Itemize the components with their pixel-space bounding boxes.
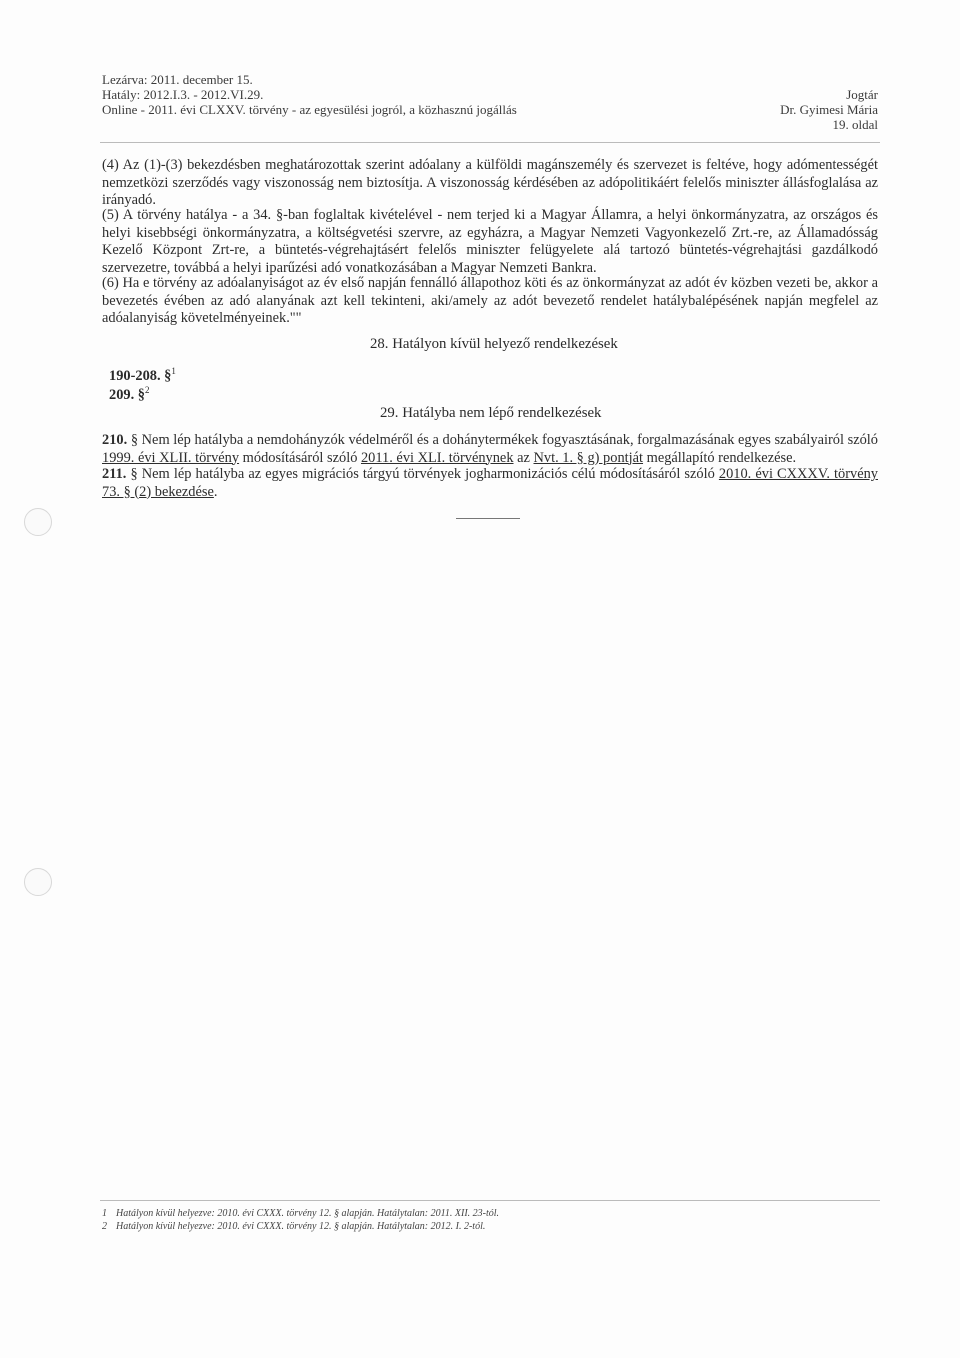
footnote-divider <box>100 1200 880 1201</box>
footnote-2 <box>102 1221 485 1233</box>
chapter-heading-29: 29. Hatályba nem lépő rendelkezések <box>380 405 602 421</box>
footnote-text: Hatályon kívül helyezve: 2010. évi CXXX. törvény 12. § alapján. Hatálytalan: 2012. I. 2-tól. <box>116 1221 486 1232</box>
section-text: módosításáról szóló <box>239 449 361 466</box>
section-label: 209. § <box>109 387 145 403</box>
section-text: . <box>213 483 218 500</box>
section-text: § Nem lép hatályba a nemdohányzók védelméről és a dohánytermékek fogyasztásának, forgalmazásának egyes szabályairól szóló <box>130 432 878 448</box>
header-user: Dr. Gyimesi Mária <box>780 102 878 117</box>
punch-hole <box>24 868 52 896</box>
chapter-heading-28: 28. Hatályon kívül helyező rendelkezések <box>370 336 618 352</box>
header-left <box>102 72 517 117</box>
section-209 <box>109 385 149 404</box>
section-211 <box>102 466 878 501</box>
section-end-divider <box>456 518 520 519</box>
header-divider <box>100 142 880 143</box>
page-number: 19. oldal <box>832 117 878 132</box>
link-law-2010-cxxxv[interactable]: 2010. évi CXXXV. törvény 73. § (2) bekezdése <box>102 466 878 500</box>
footnote-text: Hatályon kívül helyezve: 2010. évi CXXX. törvény 12. § alapján. Hatálytalan: 2011. XII. 23-tól. <box>116 1208 500 1219</box>
section-text: megállapító rendelkezése. <box>643 449 797 466</box>
paragraph-5: (5) A törvény hatálya - a 34. §-ban foglaltak kivételével - nem terjed ki a Magyar Államra, a helyi önkormányzatra, az országos és helyi kisebbségi önkormányzatra, a költségvetési szervre, az egyházra, a Magyar Nemzeti Vagyonkezelő Zrt.-re, az Államadósság Kezelő Központ Zrt-re, a büntetés-végrehajtásért felelős miniszter felügyelete alá tartozó büntetés-végrehajtási gazdálkodó szervezetre, továbbá a helyi iparűzési adó vonatkozásában a Magyar Nemzeti Bankra. <box>102 207 878 276</box>
header-law-title: Online - 2011. évi CLXXV. törvény - az egyesülési jogról, a közhasznú jogállás <box>102 102 517 117</box>
paragraph-4: (4) Az (1)-(3) bekezdésben meghatározottak szerint adóalany a külföldi magánszemély és szervezet is feltéve, hogy adómentességét nemzetközi szerződés vagy viszonosság nem biztosítja. A viszonosság kérdésében az adópolitikáért felelős miniszter állásfoglalása az irányadó. <box>102 157 878 208</box>
section-190-208 <box>109 366 176 385</box>
header-source: Jogtár <box>846 87 878 102</box>
footnote-1 <box>102 1208 499 1220</box>
section-text: § Nem lép hatályba az egyes migrációs tárgyú törvények jogharmonizációs célú módosításáról szóló <box>130 466 719 482</box>
footnote-number: 2 <box>102 1221 107 1232</box>
section-210 <box>102 432 878 467</box>
punch-hole <box>24 508 52 536</box>
header-effect-period: Hatály: 2012.I.3. - 2012.VI.29. <box>102 87 264 102</box>
section-number: 211. <box>102 466 127 482</box>
footnote-ref-2[interactable]: 2 <box>144 385 150 395</box>
header-closed-date: Lezárva: 2011. december 15. <box>102 72 253 87</box>
section-label: 190-208. § <box>109 368 172 384</box>
section-text: az <box>513 449 534 466</box>
paragraph-6: (6) Ha e törvény az adóalanyiságot az év első napján fennálló állapothoz köti és az önkormányzat az adót év közben vezeti be, akkor a bevezetés évében az adó alanyának azt kell tekinteni, aki/amely az adót bevezető rendelet hatálybalépésének napján megfelel az adóalanyiság követelményeinek."" <box>102 275 878 326</box>
header-right <box>768 87 878 132</box>
link-nvt-1-g[interactable]: Nvt. 1. § g) pontját <box>533 449 644 466</box>
footnote-ref-1[interactable]: 1 <box>171 366 176 376</box>
footnote-number: 1 <box>102 1208 107 1219</box>
link-law-2011-xli[interactable]: 2011. évi XLI. törvénynek <box>360 449 514 466</box>
link-law-1999-xlii[interactable]: 1999. évi XLII. törvény <box>102 449 240 466</box>
section-number: 210. <box>102 432 128 448</box>
